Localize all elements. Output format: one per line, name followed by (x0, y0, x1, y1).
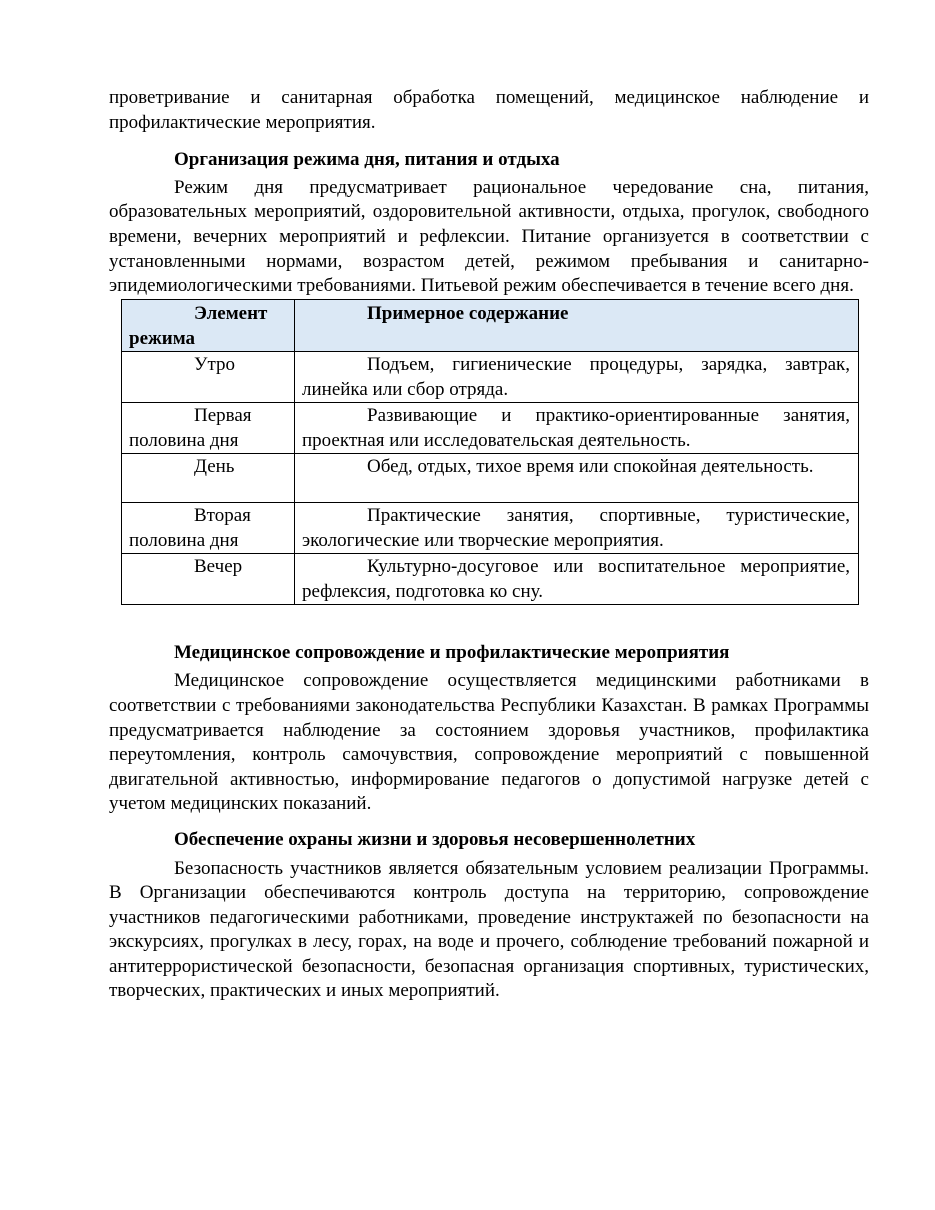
table-cell-content: Практические занятия, спортивные, туристические, экологические или творческие мероприятия. (295, 502, 859, 553)
table-cell-element: Утро (122, 351, 295, 402)
medical-heading: Медицинское сопровождение и профилактические мероприятия (174, 641, 730, 663)
safety-paragraph: Безопасность участников является обязательным условием реализации Программы. В Организации обеспечиваются контроль доступа на территорию, сопровождение участников педагогическими работниками, проведение инструктажей по безопасности на экскурсиях, прогулках в лесу, горах, на воде и прочего, соблюдение требований пожарной и антитеррористической безопасности, безопасная организация спортивных, туристических, творческих, практических и иных мероприятий. (109, 857, 869, 1002)
intro-paragraph: проветривание и санитарная обработка помещений, медицинское наблюдение и профилактические мероприятия. (109, 87, 869, 133)
table-row (122, 553, 859, 604)
table-cell-element: Вечер (122, 553, 295, 604)
table-cell-element: Вторая половина дня (122, 502, 295, 553)
table-cell-element: Первая половина дня (122, 402, 295, 453)
table-cell-content: Подъем, гигиенические процедуры, зарядка, завтрак, линейка или сбор отряда. (295, 351, 859, 402)
table-header-row (122, 299, 859, 351)
table-row (122, 453, 859, 502)
table-row (122, 502, 859, 553)
document-page (109, 86, 869, 1004)
table-cell-content: Культурно-досуговое или воспитательное мероприятие, рефлексия, подготовка ко сну. (295, 553, 859, 604)
table-cell-element: День (122, 453, 295, 502)
regime-paragraph: Режим дня предусматривает рациональное чередование сна, питания, образовательных мероприятий, оздоровительной активности, отдыха, прогулок, свободного времени, вечерних мероприятий и рефлексии. Питание организуется в соответствии с установленными нормами, возрастом детей, режимом пребывания и санитарно-эпидемиологическими требованиями. Питьевой режим обеспечивается в течение всего дня. (109, 176, 869, 297)
table-header-element: Элемент режима (122, 299, 295, 351)
regime-heading: Организация режима дня, питания и отдыха (174, 149, 560, 171)
table-row (122, 402, 859, 453)
table-cell-content: Развивающие и практико-ориентированные занятия, проектная или исследовательская деятельность. (295, 402, 859, 453)
table-header-content: Примерное содержание (295, 299, 859, 351)
medical-paragraph: Медицинское сопровождение осуществляется медицинскими работниками в соответствии с требованиями законодательства Республики Казахстан. В рамках Программы предусматривается наблюдение за состоянием здоровья участников, профилактика переутомления, контроль самочувствия, сопровождение мероприятий с повышенной двигательной активностью, информирование педагогов о допустимой нагрузке детей с учетом медицинских показаний. (109, 670, 869, 815)
table-row (122, 351, 859, 402)
table-cell-content: Обед, отдых, тихое время или спокойная деятельность. (295, 453, 859, 502)
regime-table (121, 299, 859, 605)
safety-heading: Обеспечение охраны жизни и здоровья несовершеннолетних (174, 828, 696, 850)
